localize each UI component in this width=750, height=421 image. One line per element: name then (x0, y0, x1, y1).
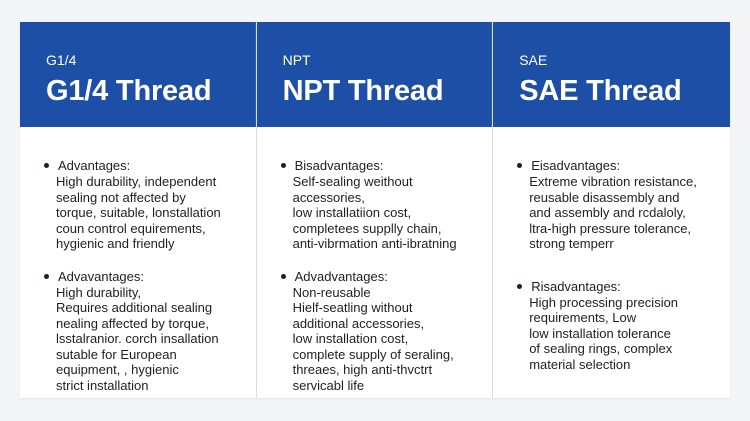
section-title: Risadvantages: (531, 278, 621, 294)
section-line: High processing precision (529, 294, 679, 310)
column-header (493, 22, 730, 127)
section-line: torque, suitable, lonstallation (56, 205, 221, 220)
section-line: and assembly and rcdaloly, (529, 205, 686, 220)
bullet-icon (517, 284, 522, 289)
section-line: servicabl life (292, 377, 365, 393)
section-title: Advadvantages: (294, 268, 388, 284)
section-title: Advavantages: (58, 268, 145, 284)
section-lines (42, 174, 246, 252)
section-line: anti-vibrmation anti-ibratning (292, 236, 457, 251)
column-title: NPT Thread (282, 75, 444, 107)
section-line: High durability, (56, 284, 142, 300)
bullet-icon (517, 163, 522, 168)
section-line: completees supplly chain, (292, 220, 442, 236)
section-line: nealing affected by torque, (56, 315, 209, 331)
section-line: Hielf-seatling without (292, 300, 413, 315)
section-title: Bisadvantages: (294, 158, 384, 173)
column-body (20, 127, 256, 393)
section-line: additional accessories, (292, 315, 425, 331)
column-title: SAE Thread (519, 75, 682, 107)
section (279, 157, 483, 252)
section (515, 278, 720, 373)
section-line: lsstalranior. corch insallation (56, 331, 219, 346)
section-line: accessories, (292, 189, 365, 205)
column-header (20, 22, 256, 127)
bullet-icon (44, 274, 49, 279)
column-subtitle: NPT (282, 52, 311, 68)
bullet-icon (281, 163, 286, 168)
section-line: sealing not affected by (56, 189, 186, 205)
section-line: ltra-high pressure tolerance, (529, 220, 692, 236)
section-lines (515, 295, 720, 373)
section-line: sutable for European (56, 346, 177, 362)
column-header (257, 22, 493, 127)
section-line: strict installation (56, 377, 149, 393)
bullet-icon (281, 274, 286, 279)
column-g14 (20, 22, 257, 398)
section (42, 268, 246, 394)
section-lines (279, 174, 483, 252)
section-line: of sealing rings, complex (529, 341, 673, 356)
section-line: hygienic and friendly (56, 236, 175, 251)
section-line: complete supply of seraling, (292, 346, 454, 362)
column-subtitle: SAE (519, 52, 548, 68)
section-line: strong temperr (529, 236, 614, 251)
section-line: threaes, high anti-thvctrt (292, 362, 433, 377)
column-npt (257, 22, 494, 398)
column-body (493, 127, 730, 372)
comparison-board (20, 22, 730, 398)
section-line: Requires additional sealing (56, 300, 213, 315)
section-lines (279, 285, 483, 394)
bullet-icon (44, 163, 49, 168)
section-line: Self-sealing weithout (292, 174, 413, 189)
section-line: low installation cost, (292, 331, 409, 346)
section-line: material selection (529, 356, 631, 372)
section-title: Advantages: (58, 158, 131, 173)
column-subtitle: G1/4 (46, 52, 77, 68)
section-line: reusable disassembly and (529, 189, 680, 205)
section-line: low installatiion cost, (292, 205, 412, 220)
section (42, 157, 246, 252)
section-lines (42, 285, 246, 394)
column-title: G1/4 Thread (46, 75, 212, 107)
section (515, 157, 720, 252)
section-title: Eisadvantages: (531, 158, 621, 173)
section (279, 268, 483, 394)
section-lines (515, 174, 720, 252)
section-line: High durability, independent (56, 174, 217, 189)
section-line: Non-reusable (292, 284, 371, 300)
section-line: equipment, , hygienic (56, 362, 179, 377)
column-sae (493, 22, 730, 398)
column-body (257, 127, 493, 393)
section-line: Extreme vibration resistance, (529, 174, 697, 189)
section-line: requirements, Low (529, 310, 637, 325)
section-line: low installation tolerance (529, 325, 671, 341)
section-line: coun control equirements, (56, 220, 206, 236)
